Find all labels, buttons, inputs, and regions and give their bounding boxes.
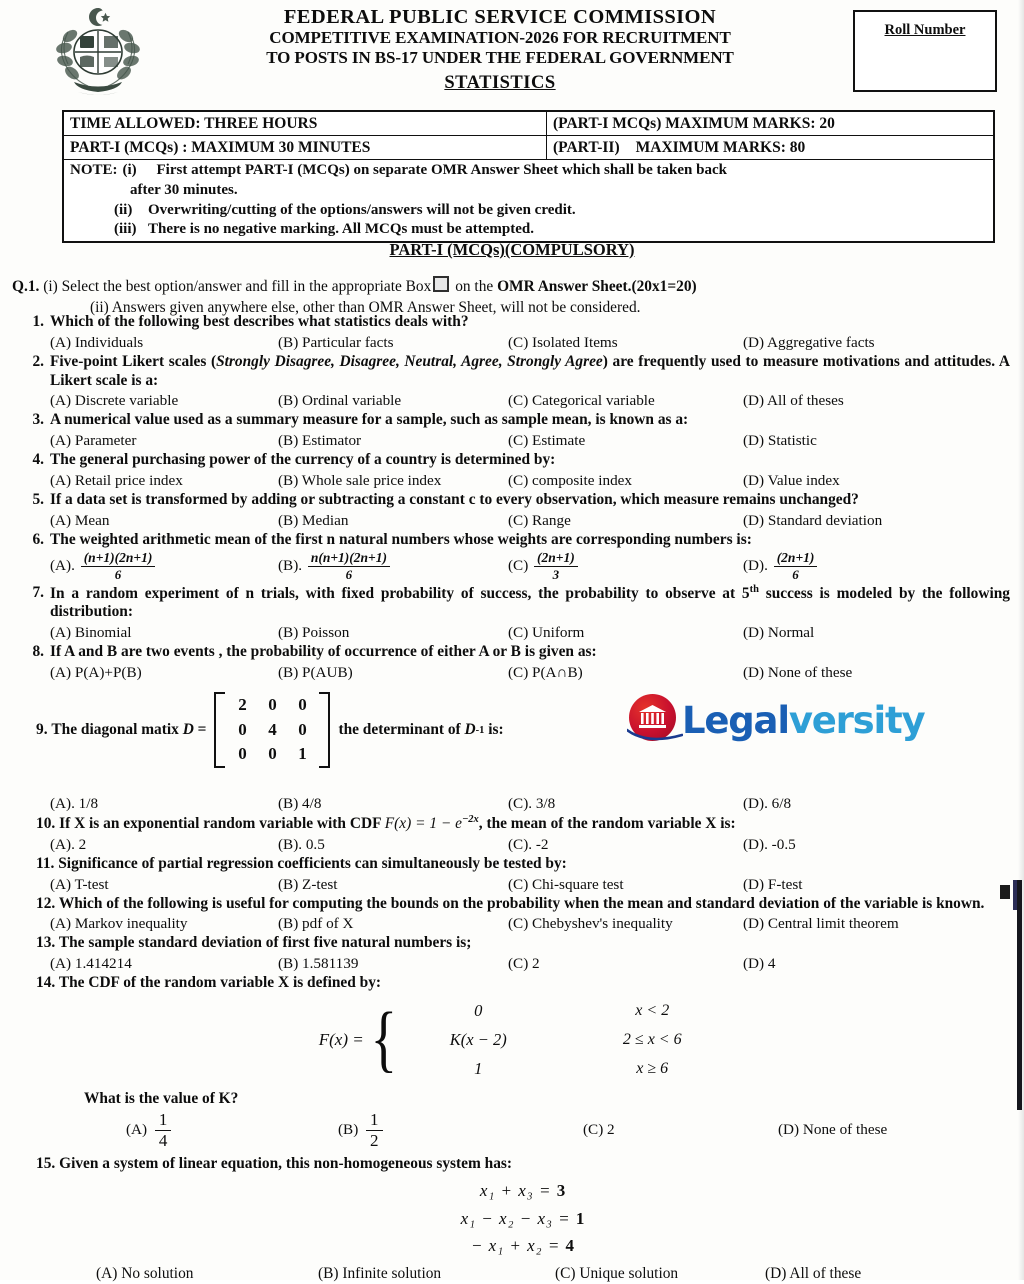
option-a-label: (A)	[126, 1120, 148, 1138]
part1-time-cell: PART-I (MCQs) : MAXIMUM 30 MINUTES	[63, 136, 547, 160]
exam-line-2: COMPETITIVE EXAMINATION-2026 FOR RECRUITMENT	[269, 28, 731, 48]
option-c[interactable]: (C) Categorical variable	[508, 392, 655, 410]
option-a[interactable]: (A) P(A)+P(B)	[50, 664, 142, 682]
option-a[interactable]: (A) T-test	[50, 875, 109, 893]
note-item-cont	[70, 181, 987, 201]
question-item	[14, 1155, 1010, 1283]
question-number: 11.	[36, 854, 55, 872]
matrix-cell: 2	[238, 695, 247, 715]
option-d-label: (D).	[743, 557, 768, 575]
piecewise-expression: 0	[474, 1001, 483, 1020]
question-text	[36, 814, 1010, 834]
piecewise-lhs: F(x) =	[318, 1030, 364, 1050]
matrix-row	[227, 742, 317, 767]
fraction-numerator: (2n+1)	[774, 550, 818, 567]
question-item	[14, 855, 1010, 894]
question-text: 9. The diagonal matix D = 2 0 0 0 4 0 0 0 1 the determinant of D -1 is:	[36, 692, 1010, 768]
option-row	[36, 835, 1010, 854]
option-b[interactable]: (B) Particular facts	[278, 333, 394, 351]
piecewise-row	[403, 997, 727, 1026]
question-item	[14, 313, 1010, 352]
piecewise-row	[403, 1055, 727, 1084]
equation-lhs: x₁ + x₃	[479, 1181, 534, 1201]
option-d[interactable]: (D) Value index	[743, 471, 840, 489]
question-item	[14, 974, 1010, 1150]
question-item	[14, 531, 1010, 583]
question-text: If A and B are two events , the probability of occurrence of either A or B is given as:	[50, 643, 597, 661]
option-c[interactable]: (C) Range	[508, 511, 571, 529]
fraction-numerator: (2n+1)	[534, 550, 578, 567]
part-i-heading: PART-I (MCQs)(COMPULSORY)	[389, 240, 635, 259]
option-b[interactable]: (B) Infinite solution	[318, 1264, 442, 1282]
q15-text: Given a system of linear equation, this non-homogeneous system has:	[59, 1154, 513, 1172]
commission-title: FEDERAL PUBLIC SERVICE COMMISSION	[283, 6, 717, 28]
option-c[interactable]: (C) 2	[508, 955, 540, 973]
option-a[interactable]: (A) Parameter	[50, 432, 137, 450]
note-text: Overwriting/cutting of the options/answers will not be given credit.	[148, 201, 576, 218]
option-d[interactable]: (D). 6/8	[743, 794, 792, 812]
option-b-label: (B)	[338, 1120, 359, 1138]
bracket-left-icon	[214, 692, 225, 768]
q10-formula: F(x) = 1 − e	[384, 815, 462, 833]
question-item	[14, 814, 1010, 854]
option-d[interactable]: (D) None of these	[778, 1121, 888, 1139]
q14-sub-question: What is the value of K?	[84, 1089, 239, 1107]
option-d[interactable]: (D). -0.5	[743, 835, 796, 853]
question-number: 7.	[32, 583, 44, 601]
q9-post: is:	[488, 721, 504, 738]
q7-superscript: th	[749, 583, 759, 595]
question-text	[36, 974, 1010, 993]
option-row	[50, 391, 1010, 410]
option-row	[50, 663, 1010, 682]
part2-marks-value: MAXIMUM MARKS: 80	[635, 138, 806, 156]
option-c[interactable]: (C) Chebyshev's inequality	[508, 915, 673, 933]
option-c[interactable]: (C) P(A∩B)	[508, 664, 583, 682]
equation-row: x₁ − x₂ − x₃ = 1	[460, 1208, 586, 1228]
option-a[interactable]: (A) No solution	[96, 1264, 194, 1282]
fraction-denominator: 4	[158, 1130, 168, 1150]
question-number: 4.	[32, 451, 44, 469]
q1-tag: Q.1.	[12, 278, 40, 295]
note-item	[70, 201, 987, 221]
fraction-denominator: 2	[370, 1130, 379, 1150]
q9-matrix-var: D	[182, 721, 194, 738]
question-number: 15.	[36, 1154, 56, 1172]
question-item	[14, 934, 1010, 973]
option-d[interactable]: (D) Central limit theorem	[743, 915, 899, 933]
option-c[interactable]: (C) Chi-square test	[508, 875, 624, 893]
fraction-numerator: 1	[155, 1110, 172, 1131]
table-row	[63, 111, 994, 136]
fraction-a	[155, 1110, 172, 1151]
option-b-label: (B).	[278, 557, 303, 575]
option-a[interactable]: (A) Mean	[50, 511, 110, 529]
piecewise-row	[403, 1026, 727, 1055]
q7-post: success is modeled by the following distribution:	[50, 584, 1010, 621]
omr-checkbox-icon[interactable]	[433, 276, 449, 292]
scan-dark-bar-artifact-2	[1013, 880, 1017, 910]
question-text	[36, 1155, 1010, 1174]
option-b[interactable]: (B) Poisson	[278, 624, 350, 642]
option-c[interactable]: (C) Uniform	[508, 624, 585, 642]
option-b[interactable]: (B) P(AUB)	[278, 664, 353, 682]
part2-marks-cell	[547, 136, 995, 160]
piecewise-expression: K(x − 2)	[449, 1029, 507, 1049]
exam-line-3: TO POSTS IN BS-17 UNDER THE FEDERAL GOVERNMENT	[266, 47, 734, 67]
matrix-display	[214, 692, 330, 768]
piecewise-expression: 1	[474, 1058, 483, 1078]
option-b[interactable]: (B) 4/8	[278, 794, 322, 812]
question-text: A numerical value used as a summary measure for a sample, such as sample mean, is known as a:	[50, 411, 689, 429]
q2-italic: Strongly Disagree, Disagree, Neutral, Agree, Strongly Agree	[216, 352, 603, 370]
question-number: 8.	[32, 643, 44, 661]
matrix-cell: 0	[238, 719, 247, 739]
fraction-d	[774, 550, 818, 582]
note-roman: (ii)	[114, 201, 133, 218]
option-b[interactable]: (B) Ordinal variable	[278, 392, 402, 410]
q13-text: The sample standard deviation of first five natural numbers is;	[58, 934, 472, 952]
fraction-denominator: 3	[552, 566, 560, 582]
q9-pre: The diagonal matix	[51, 721, 179, 738]
question-item	[14, 895, 1010, 934]
question-item	[14, 411, 1010, 450]
time-allowed-cell: TIME ALLOWED: THREE HOURS	[63, 111, 547, 136]
equation-row: − x₁ + x₂ = 4	[470, 1235, 576, 1255]
question-text: Which of the following best describes what statistics deals with?	[50, 313, 469, 330]
q1-instruction-text-b: on the	[455, 278, 498, 295]
option-row	[50, 333, 1010, 352]
option-row	[50, 431, 1010, 450]
option-d[interactable]: (D) Aggregative facts	[743, 333, 875, 351]
equation-lhs: − x₁ + x₂	[470, 1235, 543, 1255]
matrix-cell: 0	[298, 719, 307, 739]
question-number: 13.	[36, 934, 56, 952]
option-a[interactable]: (A) Discrete variable	[50, 392, 179, 410]
option-c[interactable]: (C). -2	[508, 835, 549, 853]
q7-pre: In a random experiment of n trials, with fixed probability of success, the probability to observe at 5	[50, 584, 750, 602]
q9-mid: the determinant of	[338, 721, 461, 738]
pakistan-state-emblem-icon	[34, 4, 162, 104]
brand-part-1: Legal	[682, 698, 789, 742]
option-row	[36, 914, 1010, 933]
fraction-a	[81, 550, 156, 582]
question-item	[14, 353, 1010, 411]
q1-instruction-text-a: (i) Select the best option/answer and fill in the appropriate Box	[43, 278, 432, 295]
option-a[interactable]	[126, 1110, 338, 1151]
option-d[interactable]: (D) All of these	[765, 1264, 862, 1282]
option-row	[50, 623, 1010, 642]
subject-title: STATISTICS	[444, 72, 556, 93]
matrix-row	[227, 718, 317, 743]
q2-pre: Five-point Likert scales (	[50, 352, 217, 370]
option-row	[36, 794, 1010, 813]
option-row	[126, 1110, 1010, 1151]
option-c[interactable]: (C) Estimate	[508, 432, 586, 450]
legalversity-watermark-logo	[627, 694, 924, 746]
option-a[interactable]: (A) 1.414214	[50, 955, 132, 973]
option-b[interactable]: (B) Whole sale price index	[278, 471, 442, 489]
fraction-denominator: 6	[792, 566, 799, 582]
question-text	[50, 584, 1010, 623]
question-number: 3.	[32, 411, 44, 429]
option-b[interactable]: (B) Median	[278, 511, 349, 529]
question-item	[14, 643, 1010, 682]
option-b[interactable]	[338, 1110, 583, 1151]
option-b[interactable]: (B) Z-test	[278, 875, 338, 893]
matrix-row	[227, 693, 317, 718]
q10-formula-sup: −2x	[461, 813, 479, 825]
q1-marks-text: OMR Answer Sheet.(20x1=20)	[497, 278, 697, 295]
option-d[interactable]: (D) All of theses	[743, 392, 844, 410]
option-b[interactable]: (B) pdf of X	[278, 915, 354, 933]
q11-text: Significance of partial regression coefficients can simultaneously be tested by:	[58, 854, 567, 872]
question-text	[36, 855, 1010, 874]
note-item	[70, 161, 987, 181]
option-c-label: (C)	[508, 557, 529, 575]
fraction-c	[534, 550, 578, 582]
matrix-cell: 0	[298, 695, 307, 715]
fraction-b	[308, 550, 390, 582]
equation-rhs: 3	[556, 1181, 567, 1201]
part1-marks-cell: (PART-I MCQs) MAXIMUM MARKS: 20	[547, 111, 995, 136]
option-a-label: (A).	[50, 557, 75, 575]
page-header	[0, 0, 1024, 104]
piecewise-condition: x < 2	[635, 1002, 670, 1019]
question-text: The weighted arithmetic mean of the first n natural numbers whose weights are corresponding numbers is:	[50, 530, 752, 548]
option-d[interactable]: (D) F-test	[743, 875, 803, 893]
note-text: There is no negative marking. All MCQs must be attempted.	[148, 221, 534, 238]
question-number: 14.	[36, 974, 56, 992]
option-d[interactable]: (D) 4	[743, 955, 776, 973]
option-row	[50, 550, 1010, 582]
option-c[interactable]: (C) 2	[583, 1121, 615, 1139]
q2-post: ) are frequently used to measure motivations and attitudes. A Likert scale is a:	[50, 352, 1011, 389]
note-roman: (i)	[122, 162, 137, 178]
piecewise-condition: 2 ≤ x < 6	[622, 1030, 682, 1048]
q1-instruction-line-2: (ii) Answers given anywhere else, other than OMR Answer Sheet, will not be considered.	[90, 298, 641, 316]
option-c[interactable]: (C) composite index	[508, 471, 633, 489]
question-number: 5.	[32, 490, 44, 508]
question-number: 10.	[36, 815, 56, 833]
option-a[interactable]: (A) Retail price index	[50, 471, 183, 489]
option-c[interactable]	[508, 550, 743, 582]
option-d[interactable]: (D) Normal	[743, 624, 815, 642]
scan-dark-bar-artifact	[1017, 880, 1022, 1110]
scan-nub-artifact	[1000, 885, 1010, 899]
piecewise-function	[36, 997, 1010, 1084]
q9-inverse-sup: -1	[475, 724, 485, 736]
legalversity-brand-text	[682, 698, 925, 742]
question-text	[36, 895, 1010, 914]
option-row	[50, 471, 1010, 490]
question-item	[14, 491, 1010, 530]
option-a[interactable]: (A) Individuals	[50, 333, 144, 351]
equation-lhs: x₁ − x₂ − x₃	[460, 1208, 553, 1228]
option-c[interactable]: (C) Isolated Items	[508, 333, 618, 351]
note-item	[70, 220, 987, 240]
exam-title-block	[170, 6, 830, 94]
exam-info-table	[62, 110, 995, 243]
option-b[interactable]: (B). 0.5	[278, 835, 325, 853]
table-row	[63, 160, 994, 243]
q1-instruction-line-1	[12, 276, 1012, 298]
note-text-cont: after 30 minutes.	[130, 181, 238, 198]
equation-rhs: 4	[565, 1235, 576, 1255]
question-item	[14, 451, 1010, 490]
equation-rhs: 1	[575, 1208, 586, 1228]
question-number: 9.	[36, 721, 48, 738]
question-text	[36, 934, 1010, 953]
q12-text: Which of the following is useful for computing the bounds on the probability when the mean and standard deviation of the variable is known.	[58, 894, 985, 912]
option-b[interactable]	[278, 550, 508, 582]
question-item	[14, 584, 1010, 643]
fraction-denominator: 6	[345, 566, 353, 582]
option-d[interactable]: (D) Statistic	[743, 432, 817, 450]
fraction-b	[366, 1110, 383, 1151]
option-a[interactable]: (A) Binomial	[50, 624, 132, 642]
question-number: 2.	[32, 352, 44, 370]
option-row	[50, 511, 1010, 530]
fraction-denominator: 6	[114, 566, 122, 582]
table-row	[63, 136, 994, 160]
question-number: 6.	[32, 530, 44, 548]
note-label: NOTE:	[70, 162, 118, 178]
note-text: First attempt PART-I (MCQs) on separate OMR Answer Sheet which shall be taken back	[156, 162, 727, 178]
roll-number-label: Roll Number	[884, 22, 966, 38]
q10-pre: If X is an exponential random variable with CDF	[59, 815, 381, 833]
fraction-numerator: n(n+1)(2n+1)	[308, 550, 390, 567]
fraction-numerator: (n+1)(2n+1)	[81, 550, 156, 567]
logo-swoosh-icon	[627, 726, 683, 744]
part2-label: (PART-II)	[553, 138, 620, 156]
q9-inverse-var: D	[464, 721, 476, 738]
q14-text: The CDF of the random variable X is defined by:	[58, 974, 382, 992]
option-b[interactable]: (B) Estimator	[278, 432, 362, 450]
roll-number-box[interactable]	[853, 10, 997, 92]
piecewise-condition: x ≥ 6	[636, 1059, 669, 1077]
option-d[interactable]	[743, 550, 993, 582]
fraction-numerator: 1	[366, 1110, 383, 1131]
question-number: 1.	[32, 313, 44, 330]
matrix-cell: 4	[268, 719, 277, 739]
matrix-cell: 0	[268, 744, 277, 764]
option-a[interactable]: (A). 1/8	[50, 794, 99, 812]
matrix-cell: 1	[298, 744, 307, 764]
option-c[interactable]: (C) Unique solution	[555, 1264, 679, 1282]
brand-part-2: versity	[788, 698, 925, 742]
brace-icon: {	[370, 998, 397, 1081]
option-row	[36, 954, 1010, 973]
bracket-right-icon	[319, 692, 330, 768]
option-d[interactable]: (D) None of these	[743, 664, 853, 682]
legalversity-emblem-icon	[627, 694, 679, 746]
option-b[interactable]: (B) 1.581139	[278, 955, 359, 973]
question-number: 12.	[36, 894, 56, 912]
option-d[interactable]: (D) Standard deviation	[743, 511, 883, 529]
note-roman: (iii)	[114, 221, 137, 238]
option-c[interactable]: (C). 3/8	[508, 794, 556, 812]
equation-system	[36, 1177, 1010, 1259]
q10-post: , the mean of the random variable X is:	[478, 815, 736, 833]
notes-cell	[63, 160, 994, 243]
option-a[interactable]	[50, 550, 278, 582]
question-list	[14, 313, 1010, 1284]
option-a[interactable]: (A) Markov inequality	[50, 915, 188, 933]
matrix-cell: 0	[268, 695, 277, 715]
equation-row: x₁ + x₃ = 3	[479, 1181, 567, 1201]
question-text: The general purchasing power of the currency of a country is determined by:	[50, 451, 556, 469]
option-row	[36, 875, 1010, 894]
question-text	[50, 353, 1010, 391]
matrix-cell: 0	[238, 744, 247, 764]
question-text: If a data set is transformed by adding or subtracting a constant c to every observation, which measure remains unchanged?	[50, 490, 859, 508]
option-row	[96, 1265, 1010, 1283]
option-a[interactable]: (A). 2	[50, 835, 87, 853]
